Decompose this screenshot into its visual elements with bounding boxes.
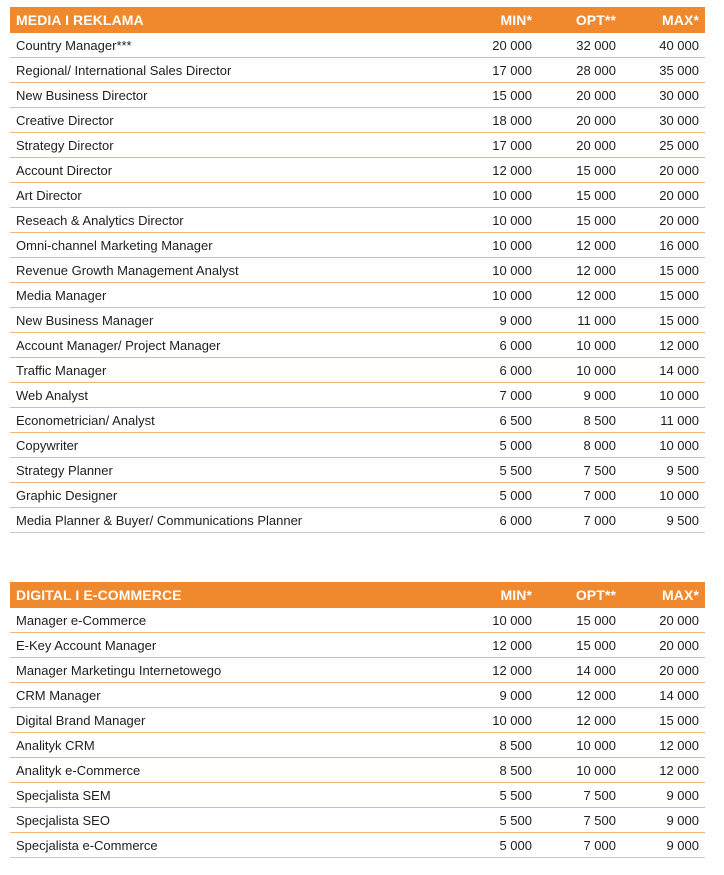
max-salary-cell: 14 000 (622, 683, 705, 708)
table-row (10, 658, 705, 683)
table-row (10, 433, 705, 458)
table-row (10, 633, 705, 658)
min-salary-cell: 20 000 (465, 33, 538, 58)
max-salary-cell: 12 000 (622, 333, 705, 358)
opt-salary-cell: 12 000 (538, 283, 622, 308)
table-header-row (10, 7, 705, 33)
table-body (10, 608, 705, 858)
max-salary-cell: 15 000 (622, 283, 705, 308)
min-salary-cell: 10 000 (465, 283, 538, 308)
opt-salary-cell: 7 000 (538, 508, 622, 533)
column-header-max: MAX* (622, 582, 705, 608)
position-cell: Strategy Planner (10, 458, 465, 483)
max-salary-cell: 14 000 (622, 358, 705, 383)
position-cell: Art Director (10, 183, 465, 208)
max-salary-cell: 20 000 (622, 658, 705, 683)
table-row (10, 308, 705, 333)
table-row (10, 758, 705, 783)
column-header-opt: OPT** (538, 7, 622, 33)
table-row (10, 158, 705, 183)
min-salary-cell: 5 500 (465, 783, 538, 808)
table-row (10, 108, 705, 133)
position-cell: Econometrician/ Analyst (10, 408, 465, 433)
table-row (10, 283, 705, 308)
table-row (10, 508, 705, 533)
table-row (10, 83, 705, 108)
min-salary-cell: 8 500 (465, 758, 538, 783)
column-header-min: MIN* (465, 7, 538, 33)
min-salary-cell: 9 000 (465, 683, 538, 708)
max-salary-cell: 30 000 (622, 83, 705, 108)
max-salary-cell: 12 000 (622, 758, 705, 783)
max-salary-cell: 15 000 (622, 258, 705, 283)
opt-salary-cell: 15 000 (538, 183, 622, 208)
max-salary-cell: 11 000 (622, 408, 705, 433)
min-salary-cell: 10 000 (465, 608, 538, 633)
max-salary-cell: 16 000 (622, 233, 705, 258)
opt-salary-cell: 7 500 (538, 808, 622, 833)
max-salary-cell: 20 000 (622, 633, 705, 658)
salary-table-media (10, 7, 705, 533)
opt-salary-cell: 12 000 (538, 258, 622, 283)
min-salary-cell: 5 000 (465, 833, 538, 858)
table-title: MEDIA I REKLAMA (10, 7, 465, 33)
position-cell: Country Manager*** (10, 33, 465, 58)
min-salary-cell: 6 000 (465, 358, 538, 383)
opt-salary-cell: 20 000 (538, 133, 622, 158)
position-cell: Creative Director (10, 108, 465, 133)
max-salary-cell: 20 000 (622, 208, 705, 233)
table-row (10, 133, 705, 158)
opt-salary-cell: 7 500 (538, 783, 622, 808)
position-cell: Specjalista SEM (10, 783, 465, 808)
position-cell: Analityk CRM (10, 733, 465, 758)
min-salary-cell: 5 500 (465, 808, 538, 833)
opt-salary-cell: 7 000 (538, 833, 622, 858)
min-salary-cell: 10 000 (465, 708, 538, 733)
position-cell: Specjalista SEO (10, 808, 465, 833)
table-row (10, 833, 705, 858)
min-salary-cell: 10 000 (465, 208, 538, 233)
max-salary-cell: 25 000 (622, 133, 705, 158)
table-row (10, 408, 705, 433)
opt-salary-cell: 10 000 (538, 358, 622, 383)
table-row (10, 808, 705, 833)
position-cell: Specjalista e-Commerce (10, 833, 465, 858)
position-cell: Media Manager (10, 283, 465, 308)
max-salary-cell: 10 000 (622, 433, 705, 458)
min-salary-cell: 10 000 (465, 233, 538, 258)
position-cell: Analityk e-Commerce (10, 758, 465, 783)
opt-salary-cell: 12 000 (538, 233, 622, 258)
min-salary-cell: 6 500 (465, 408, 538, 433)
min-salary-cell: 6 000 (465, 333, 538, 358)
opt-salary-cell: 8 000 (538, 433, 622, 458)
opt-salary-cell: 10 000 (538, 758, 622, 783)
min-salary-cell: 12 000 (465, 158, 538, 183)
max-salary-cell: 10 000 (622, 483, 705, 508)
opt-salary-cell: 15 000 (538, 608, 622, 633)
max-salary-cell: 20 000 (622, 608, 705, 633)
max-salary-cell: 40 000 (622, 33, 705, 58)
min-salary-cell: 6 000 (465, 508, 538, 533)
min-salary-cell: 8 500 (465, 733, 538, 758)
table-row (10, 383, 705, 408)
position-cell: Revenue Growth Management Analyst (10, 258, 465, 283)
opt-salary-cell: 11 000 (538, 308, 622, 333)
position-cell: Digital Brand Manager (10, 708, 465, 733)
position-cell: E-Key Account Manager (10, 633, 465, 658)
opt-salary-cell: 15 000 (538, 158, 622, 183)
position-cell: CRM Manager (10, 683, 465, 708)
salary-table-digital (10, 582, 705, 858)
min-salary-cell: 18 000 (465, 108, 538, 133)
table-row (10, 683, 705, 708)
max-salary-cell: 30 000 (622, 108, 705, 133)
position-cell: Manager Marketingu Internetowego (10, 658, 465, 683)
table-row (10, 358, 705, 383)
table-body (10, 33, 705, 533)
position-cell: Account Director (10, 158, 465, 183)
opt-salary-cell: 32 000 (538, 33, 622, 58)
table-row (10, 258, 705, 283)
position-cell: Media Planner & Buyer/ Communications Planner (10, 508, 465, 533)
position-cell: New Business Director (10, 83, 465, 108)
table-title: DIGITAL I E-COMMERCE (10, 582, 465, 608)
table-row (10, 458, 705, 483)
table-row (10, 233, 705, 258)
max-salary-cell: 9 000 (622, 783, 705, 808)
table-row (10, 208, 705, 233)
min-salary-cell: 5 500 (465, 458, 538, 483)
table-row (10, 708, 705, 733)
column-header-min: MIN* (465, 582, 538, 608)
min-salary-cell: 12 000 (465, 658, 538, 683)
max-salary-cell: 9 000 (622, 808, 705, 833)
table-row (10, 608, 705, 633)
max-salary-cell: 20 000 (622, 158, 705, 183)
position-cell: Graphic Designer (10, 483, 465, 508)
position-cell: Omni-channel Marketing Manager (10, 233, 465, 258)
opt-salary-cell: 10 000 (538, 333, 622, 358)
max-salary-cell: 9 500 (622, 458, 705, 483)
position-cell: Copywriter (10, 433, 465, 458)
opt-salary-cell: 12 000 (538, 683, 622, 708)
min-salary-cell: 5 000 (465, 483, 538, 508)
opt-salary-cell: 8 500 (538, 408, 622, 433)
position-cell: Account Manager/ Project Manager (10, 333, 465, 358)
max-salary-cell: 15 000 (622, 308, 705, 333)
position-cell: Web Analyst (10, 383, 465, 408)
position-cell: Manager e-Commerce (10, 608, 465, 633)
opt-salary-cell: 7 500 (538, 458, 622, 483)
min-salary-cell: 5 000 (465, 433, 538, 458)
max-salary-cell: 12 000 (622, 733, 705, 758)
table-row (10, 58, 705, 83)
opt-salary-cell: 20 000 (538, 83, 622, 108)
position-cell: Strategy Director (10, 133, 465, 158)
table-row (10, 333, 705, 358)
min-salary-cell: 9 000 (465, 308, 538, 333)
opt-salary-cell: 10 000 (538, 733, 622, 758)
opt-salary-cell: 9 000 (538, 383, 622, 408)
min-salary-cell: 12 000 (465, 633, 538, 658)
opt-salary-cell: 15 000 (538, 208, 622, 233)
max-salary-cell: 10 000 (622, 383, 705, 408)
column-header-opt: OPT** (538, 582, 622, 608)
opt-salary-cell: 28 000 (538, 58, 622, 83)
opt-salary-cell: 7 000 (538, 483, 622, 508)
table-row (10, 783, 705, 808)
table-row (10, 183, 705, 208)
min-salary-cell: 10 000 (465, 258, 538, 283)
position-cell: Regional/ International Sales Director (10, 58, 465, 83)
table-row (10, 483, 705, 508)
min-salary-cell: 7 000 (465, 383, 538, 408)
max-salary-cell: 20 000 (622, 183, 705, 208)
max-salary-cell: 35 000 (622, 58, 705, 83)
opt-salary-cell: 12 000 (538, 708, 622, 733)
position-cell: Traffic Manager (10, 358, 465, 383)
min-salary-cell: 10 000 (465, 183, 538, 208)
opt-salary-cell: 14 000 (538, 658, 622, 683)
opt-salary-cell: 20 000 (538, 108, 622, 133)
max-salary-cell: 9 500 (622, 508, 705, 533)
min-salary-cell: 15 000 (465, 83, 538, 108)
column-header-max: MAX* (622, 7, 705, 33)
opt-salary-cell: 15 000 (538, 633, 622, 658)
min-salary-cell: 17 000 (465, 133, 538, 158)
min-salary-cell: 17 000 (465, 58, 538, 83)
table-row (10, 733, 705, 758)
max-salary-cell: 15 000 (622, 708, 705, 733)
table-header-row (10, 582, 705, 608)
position-cell: New Business Manager (10, 308, 465, 333)
position-cell: Reseach & Analytics Director (10, 208, 465, 233)
table-row (10, 33, 705, 58)
max-salary-cell: 9 000 (622, 833, 705, 858)
